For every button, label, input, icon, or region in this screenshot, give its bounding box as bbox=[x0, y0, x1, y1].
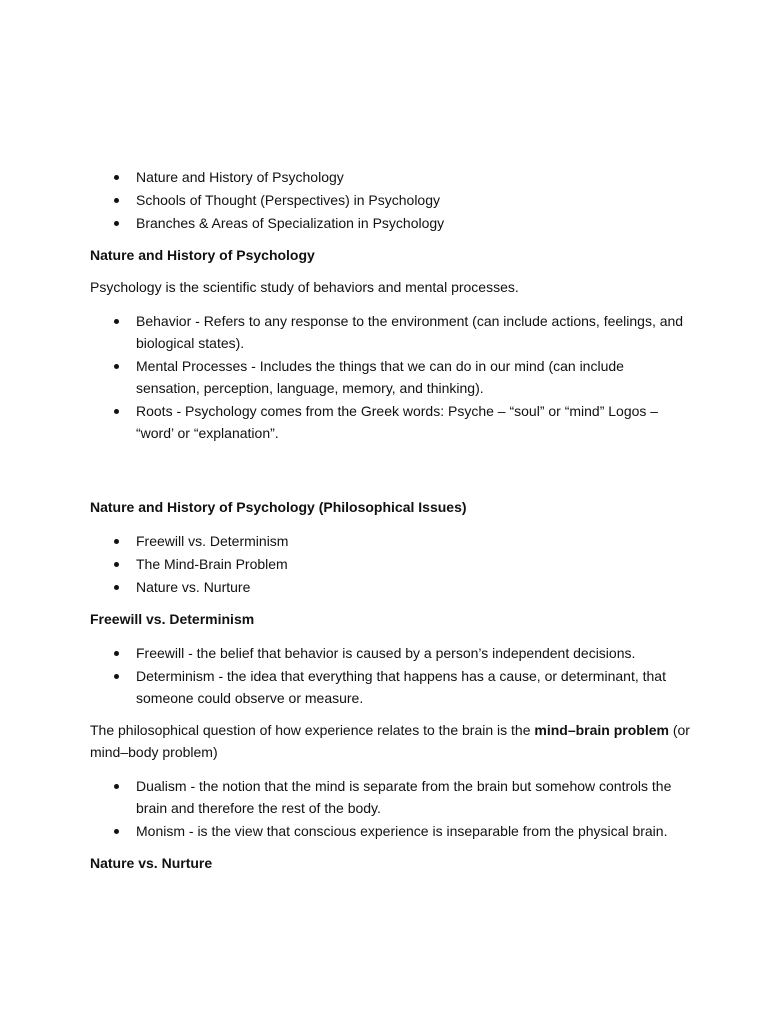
definition-list bbox=[90, 310, 690, 444]
list-item: Roots - Psychology comes from the Greek words: Psyche – “soul” or “mind” Logos – “word’ or “explanation”. bbox=[90, 400, 690, 444]
bold-term: mind–brain problem bbox=[534, 722, 669, 738]
list-item: Nature and History of Psychology bbox=[90, 166, 690, 188]
list-item: Monism - is the view that conscious experience is inseparable from the physical brain. bbox=[90, 820, 690, 842]
list-item: Freewill - the belief that behavior is caused by a person’s independent decisions. bbox=[90, 642, 690, 664]
freewill-list bbox=[90, 642, 690, 709]
document-page bbox=[90, 166, 690, 874]
section-heading-philosophical-issues: Nature and History of Psychology (Philosophical Issues) bbox=[90, 499, 467, 515]
section-heading-freewill: Freewill vs. Determinism bbox=[90, 611, 255, 627]
mind-brain-paragraph bbox=[90, 719, 690, 763]
paragraph-text: The philosophical question of how experience relates to the brain is the bbox=[90, 722, 535, 738]
list-item: The Mind-Brain Problem bbox=[90, 553, 690, 575]
list-item: Schools of Thought (Perspectives) in Psychology bbox=[90, 189, 690, 211]
topics-list bbox=[90, 166, 690, 234]
list-item: Mental Processes - Includes the things that we can do in our mind (can include sensation, perception, language, memory, and thinking). bbox=[90, 355, 690, 399]
section-heading-nature-nurture: Nature vs. Nurture bbox=[90, 855, 213, 871]
list-item: Nature vs. Nurture bbox=[90, 576, 690, 598]
mind-brain-list bbox=[90, 775, 690, 842]
list-item: Behavior - Refers to any response to the environment (can include actions, feelings, and biological states). bbox=[90, 310, 690, 354]
section-heading-nature-history: Nature and History of Psychology bbox=[90, 247, 315, 263]
list-item: Freewill vs. Determinism bbox=[90, 530, 690, 552]
issues-list bbox=[90, 530, 690, 598]
definition-paragraph: Psychology is the scientific study of behaviors and mental processes. bbox=[90, 279, 519, 295]
list-item: Branches & Areas of Specialization in Psychology bbox=[90, 212, 690, 234]
paragraph-text: (or mind–body problem) bbox=[90, 722, 690, 760]
list-item: Determinism - the idea that everything that happens has a cause, or determinant, that someone could observe or measure. bbox=[90, 665, 690, 709]
list-item: Dualism - the notion that the mind is separate from the brain but somehow controls the brain and therefore the rest of the body. bbox=[90, 775, 690, 819]
